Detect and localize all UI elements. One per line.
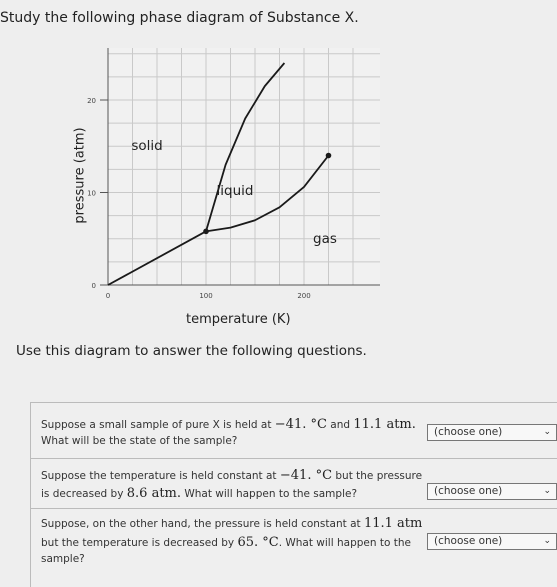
x-tick-label: 100 xyxy=(199,292,213,300)
change-select-q2[interactable]: (choose one) ⌄ xyxy=(427,483,557,500)
y-tick-label: 20 xyxy=(87,97,96,105)
x-tick-label: 0 xyxy=(105,292,111,300)
state-select-q1[interactable]: (choose one) ⌄ xyxy=(427,424,557,441)
chevron-down-icon: ⌄ xyxy=(543,486,551,496)
y-axis-label: pressure (atm) xyxy=(72,127,88,224)
gas-region-label: gas xyxy=(313,231,337,247)
divider xyxy=(31,458,557,459)
chevron-down-icon: ⌄ xyxy=(543,427,551,437)
chevron-down-icon: ⌄ xyxy=(543,536,551,546)
y-tick-label: 0 xyxy=(91,282,96,290)
change-select-q3[interactable]: (choose one) ⌄ xyxy=(427,533,557,550)
critical-point xyxy=(326,153,332,159)
x-tick-label: 200 xyxy=(297,292,311,300)
divider xyxy=(31,508,557,509)
plot-area xyxy=(108,48,380,285)
intro-text: Study the following phase diagram of Substance X. xyxy=(0,10,359,26)
liquid-region-label: liquid xyxy=(216,183,254,199)
solid-region-label: solid xyxy=(131,138,163,154)
instructions-text: Use this diagram to answer the following questions. xyxy=(16,343,367,359)
triple-point xyxy=(203,229,209,235)
x-axis-label: temperature (K) xyxy=(186,312,291,327)
y-tick-label: 10 xyxy=(87,189,96,198)
questions-panel: Suppose a small sample of pure X is held at −41. °C and 11.1 atm. What will be the state of the sample? (choose one) ⌄ Suppose the temperature is held constant at −41. °C but the pressure is decreased by 8.6 atm. What will happen to the sample? (choose one) ⌄ Suppose, on the other hand, the pressure is held constant at 11.1 atm but the temperature is decreased by 65. °C. What will happen to the sample? (choose one) ⌄ xyxy=(30,402,557,587)
